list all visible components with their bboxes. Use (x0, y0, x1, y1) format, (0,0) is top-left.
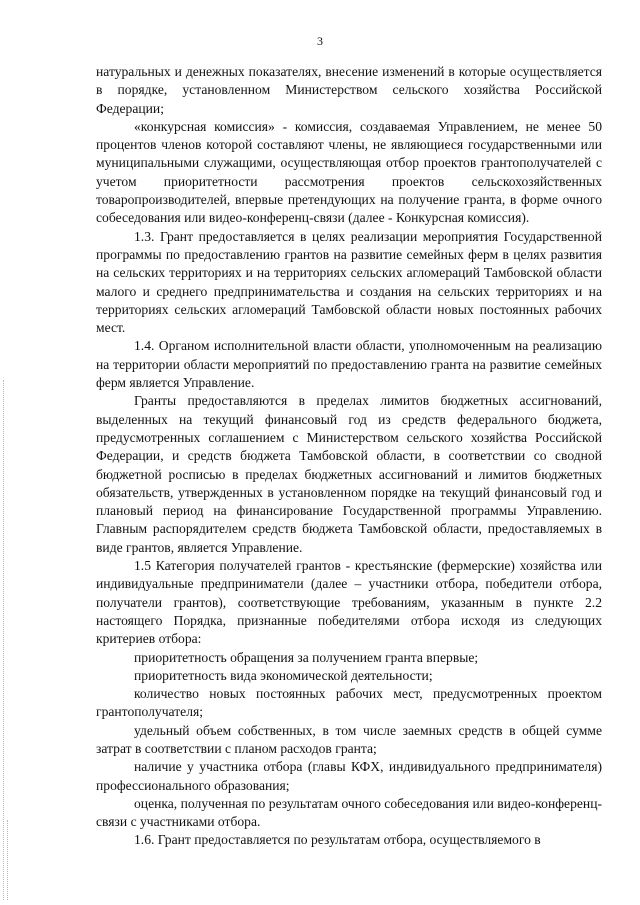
document-body (96, 63, 602, 850)
criterion-education: наличие у участника отбора (главы КФХ, индивидуального предпринимателя) профессионального образования; (96, 759, 602, 793)
paragraph-1-6: 1.6. Грант предоставляется по результатам отбора, осуществляемого в (134, 832, 541, 848)
paragraph-1-5: 1.5 Категория получателей грантов - крестьянские (фермерские) хозяйства или индивидуальные предприниматели (далее – участники отбора, победители отбора, получатели грантов), соответствующие требованиям, указанным в пункте 2.2 настоящего Порядка, признанные победителями отбора исходя из следующих критериев отбора: (96, 558, 602, 647)
paragraph-grants-budget: Гранты предоставляются в пределах лимитов бюджетных ассигнований, выделенных на текущий финансовый год из средств федерального бюджета, предусмотренных соглашением с Министерством сельского хозяйства Российской Федерации, и средств бюджета Тамбовской области, в соответствии со сводной бюджетной росписью в пределах бюджетных ассигнований и лимитов бюджетных обязательств, утвержденных в установленном порядке на текущий финансовый год и плановый период на финансирование Государственной программы Управлению. Главным распорядителем средств бюджета Тамбовской области, предоставляемых в виде грантов, является Управление. (96, 393, 602, 555)
page-number: 3 (317, 34, 323, 48)
paragraph-continuation: натуральных и денежных показателях, внесение изменений в которые осуществляется в порядке, установленном Министерством сельского хозяйства Российской Федерации; (96, 64, 602, 116)
paragraph-1-4: 1.4. Органом исполнительной власти области, уполномоченным на реализацию на территории области мероприятий по предоставлению гранта на развитие семейных ферм является Управление. (96, 338, 602, 391)
criterion-first-time: приоритетность обращения за получением гранта впервые; (134, 649, 479, 665)
paragraph-1-3: 1.3. Грант предоставляется в целях реализации мероприятия Государственной программы по предоставлению грантов на развитие семейных ферм в целях развития на сельских территориях и на территориях сельских агломераций Тамбовской области малого и среднего предпринимательства и создания на сельских территориях и на территориях сельских агломераций Тамбовской области новых постоянных рабочих мест. (96, 228, 602, 336)
paragraph-definition-commission: «конкурсная комиссия» - комиссия, создаваемая Управлением, не менее 50 процентов членов которой составляют члены, не являющиеся государственными или муниципальными служащими, осуществляющая отбор проектов грантополучателей с учетом приоритетности рассмотрения проектов сельскохозяйственных товаропроизводителей, впервые претендующих на получение гранта, в форме очного собеседования или видео-конференц-связи (далее - Конкурсная комиссия). (96, 118, 602, 226)
scan-edge-marks (3, 380, 5, 900)
criterion-activity-type: приоритетность вида экономической деятельности; (134, 667, 433, 683)
criterion-own-funds: удельный объем собственных, в том числе заемных средств в общей сумме затрат в соответствии с планом расходов гранта; (96, 722, 602, 756)
scan-edge-marks-lower (7, 820, 9, 900)
criterion-new-jobs: количество новых постоянных рабочих мест, предусмотренных проектом грантополучателя; (96, 686, 602, 720)
criterion-interview: оценка, полученная по результатам очного собеседования или видео-конференц-связи с участниками отбора. (96, 795, 602, 830)
